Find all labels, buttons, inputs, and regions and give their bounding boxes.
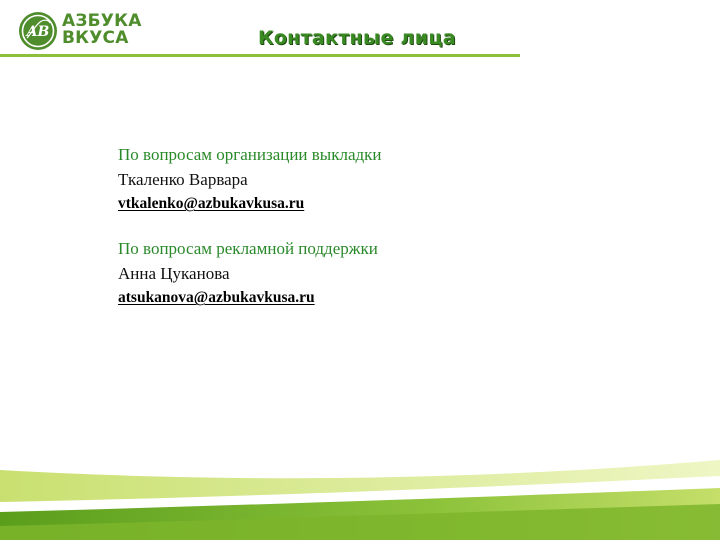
contact-block bbox=[118, 238, 638, 308]
footer-swoosh bbox=[0, 440, 720, 540]
contact-name: Анна Цуканова bbox=[118, 264, 230, 283]
header-divider bbox=[0, 54, 520, 57]
contact-topic: По вопросам организации выкладки bbox=[118, 145, 382, 164]
page-title: Контактные лица bbox=[258, 27, 456, 49]
contact-name: Ткаленко Варвара bbox=[118, 170, 248, 189]
brand-wordmark-line1: АЗБУКА bbox=[62, 11, 142, 31]
contact-email-link[interactable]: vtkalenko@azbukavkusa.ru bbox=[118, 195, 305, 212]
contact-email-link[interactable]: atsukanova@azbukavkusa.ru bbox=[118, 289, 315, 306]
contact-block bbox=[118, 144, 638, 214]
brand-logo bbox=[18, 11, 150, 51]
brand-wordmark bbox=[62, 13, 152, 47]
contact-topic: По вопросам рекламной поддержки bbox=[118, 239, 378, 258]
slide-header bbox=[0, 0, 720, 60]
azbuka-vkusa-emblem-icon bbox=[18, 11, 58, 51]
contacts-list bbox=[118, 144, 638, 308]
emblem-monogram: AB bbox=[26, 24, 50, 40]
brand-wordmark-line2: ВКУСА bbox=[62, 28, 129, 48]
